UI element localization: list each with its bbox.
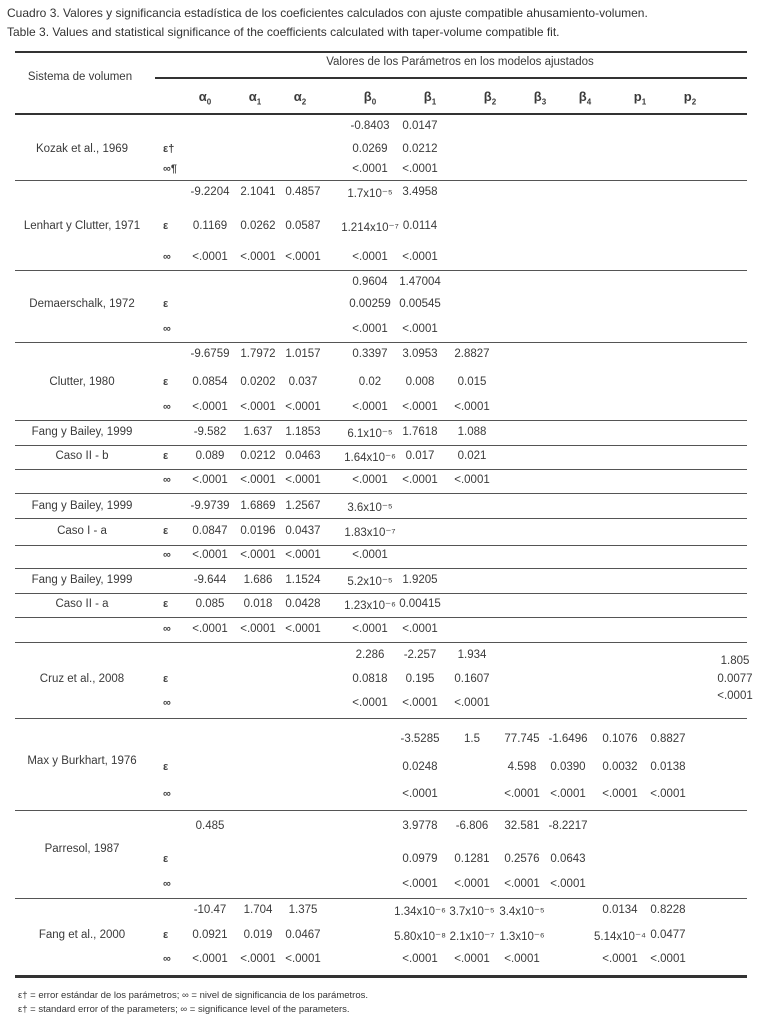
row-separator (15, 898, 747, 899)
significance-symbol: ∞ (163, 251, 171, 263)
column-subscript: 4 (586, 97, 592, 107)
table-cell: 0.0212 (240, 450, 276, 462)
table-cell: 1.7972 (240, 348, 276, 360)
volume-system-name: Fang y Bailey, 1999 (31, 574, 133, 586)
volume-system-case: Caso I - a (57, 525, 107, 537)
table-cell: 0.0587 (285, 220, 321, 232)
table-cell: -9.582 (193, 426, 227, 438)
table-cell: <.0001 (240, 401, 276, 413)
table-cell: 0.0269 (352, 143, 388, 155)
standard-error-symbol: ε (163, 929, 169, 941)
table-cell: -9.2204 (190, 186, 230, 198)
table-cell: <.0001 (192, 474, 228, 486)
column-subscript: 0 (371, 97, 377, 107)
table-cell: 1.934 (457, 649, 487, 661)
table-cell: 1.1524 (285, 574, 321, 586)
significance-symbol: ∞ (163, 788, 171, 800)
table-cell: 0.0818 (352, 673, 388, 685)
table-cell: 0.0463 (285, 450, 321, 462)
table-cell: <.0001 (454, 878, 490, 890)
table-top-rule (15, 51, 747, 53)
table-cell: 1.637 (243, 426, 273, 438)
significance-symbol: ∞¶ (163, 163, 177, 175)
table-cell: 2.1041 (240, 186, 276, 198)
column-subscript: 2 (491, 97, 497, 107)
table-cell: <.0001 (192, 549, 228, 561)
column-header (424, 89, 436, 107)
significance-symbol: ∞ (163, 549, 171, 561)
table-cell: 0.008 (405, 376, 435, 388)
table-cell: <.0001 (402, 251, 438, 263)
table-cell: 3.7x10⁻⁵ (449, 906, 495, 918)
table-cell: 0.0921 (192, 929, 228, 941)
column-subscript: 1 (431, 97, 437, 107)
volume-system-name: Kozak et al., 1969 (35, 143, 129, 155)
column-symbol: p (683, 89, 692, 104)
table-cell: <.0001 (550, 878, 586, 890)
table-cell: 1.83x10⁻⁷ (344, 527, 396, 539)
table-cell: <.0001 (402, 163, 438, 175)
table-cell: 4.598 (507, 761, 537, 773)
volume-system-case: Caso II - b (55, 450, 109, 462)
table-cell: 0.0467 (285, 929, 321, 941)
table-cell: -10.47 (193, 904, 227, 916)
group-header-rule (155, 77, 747, 79)
significance-symbol: ∞ (163, 401, 171, 413)
table-cell: <.0001 (402, 697, 438, 709)
table-cell: <.0001 (504, 878, 540, 890)
table-cell: <.0001 (402, 878, 438, 890)
table-cell: <.0001 (285, 474, 321, 486)
standard-error-symbol: ε (163, 673, 169, 685)
table-cell: 0.0477 (650, 929, 686, 941)
significance-symbol: ∞ (163, 623, 171, 635)
table-cell: 1.704 (243, 904, 273, 916)
table-cell: 0.015 (457, 376, 487, 388)
table-cell: 0.485 (195, 820, 225, 832)
table-cell: 1.64x10⁻⁶ (344, 452, 396, 464)
table-cell: 0.1607 (454, 673, 490, 685)
table-cell: 0.02 (358, 376, 382, 388)
table-cell: 0.0138 (650, 761, 686, 773)
volume-system-name: Fang y Bailey, 1999 (31, 500, 133, 512)
column-subscript: 1 (256, 97, 262, 107)
footnote-spanish: ε† = error estándar de los parámetros; ∞ = nivel de significancia de los parámetros. (18, 990, 369, 1001)
caption-english: Table 3. Values and statistical significance of the coefficients calculated with taper-volume compatible fit. (7, 25, 560, 39)
table-cell: <.0001 (240, 251, 276, 263)
table-cell: 0.0428 (285, 598, 321, 610)
table-cell: 0.00415 (399, 598, 441, 610)
row-separator (15, 810, 747, 811)
table-cell: -8.2217 (548, 820, 588, 832)
table-cell: <.0001 (717, 690, 753, 702)
table-cell: 0.0390 (550, 761, 586, 773)
column-subscript: 1 (641, 97, 647, 107)
table-cell: 1.23x10⁻⁶ (344, 600, 396, 612)
column-header (364, 89, 376, 107)
volume-system-name: Fang y Bailey, 1999 (31, 426, 133, 438)
table-cell: <.0001 (454, 474, 490, 486)
table-cell: <.0001 (402, 788, 438, 800)
table-cell: <.0001 (352, 323, 388, 335)
table-cell: 1.214x10⁻⁷ (341, 222, 399, 234)
table-cell: 0.9604 (352, 276, 388, 288)
column-symbol: p (633, 89, 642, 104)
table-cell: <.0001 (504, 953, 540, 965)
column-header (249, 89, 261, 107)
column-symbol: β (578, 89, 587, 104)
row-separator (15, 642, 747, 643)
table-bottom-rule (15, 975, 747, 978)
table-cell: 5.80x10⁻⁸ (394, 931, 446, 943)
table-cell: 1.1853 (285, 426, 321, 438)
row-separator (15, 718, 747, 719)
column-symbol: β (423, 89, 432, 104)
column-subscript: 3 (541, 97, 547, 107)
table-cell: 0.8228 (650, 904, 686, 916)
table-cell: 0.0134 (602, 904, 638, 916)
volume-system-name: Parresol, 1987 (44, 843, 120, 855)
table-cell: <.0001 (550, 788, 586, 800)
table-cell: -0.8403 (350, 120, 390, 132)
standard-error-symbol: ε (163, 298, 169, 310)
table-cell: <.0001 (192, 953, 228, 965)
row-separator (15, 593, 747, 594)
column-symbol: β (363, 89, 372, 104)
table-cell: 3.4958 (402, 186, 438, 198)
table-cell: -9.6759 (190, 348, 230, 360)
table-cell: 1.088 (457, 426, 487, 438)
table-cell: 0.0643 (550, 853, 586, 865)
volume-system-name: Fang et al., 2000 (38, 929, 126, 941)
table-cell: 0.0847 (192, 525, 228, 537)
significance-symbol: ∞ (163, 323, 171, 335)
table-cell: 1.9205 (402, 574, 438, 586)
table-cell: 1.0157 (285, 348, 321, 360)
table-cell: 1.375 (288, 904, 318, 916)
table-cell: 3.4x10⁻⁵ (499, 906, 545, 918)
table-cell: -2.257 (403, 649, 437, 661)
row-separator (15, 617, 747, 618)
column-symbol: β (533, 89, 542, 104)
table-cell: 0.0196 (240, 525, 276, 537)
row-separator (15, 518, 747, 519)
table-cell: 1.47004 (399, 276, 441, 288)
footnote-english: ε† = standard error of the parameters; ∞ = significance level of the parameters. (18, 1004, 350, 1015)
table-cell: 0.8827 (650, 733, 686, 745)
table-cell: -9.644 (193, 574, 227, 586)
table-cell: 77.745 (504, 733, 540, 745)
column-subscript: 0 (206, 97, 212, 107)
table-cell: <.0001 (454, 401, 490, 413)
table-cell: 0.4857 (285, 186, 321, 198)
table-cell: 0.00545 (399, 298, 441, 310)
table-cell: 0.0854 (192, 376, 228, 388)
table-cell: <.0001 (402, 401, 438, 413)
table-cell: 2.8827 (454, 348, 490, 360)
table-cell: <.0001 (402, 953, 438, 965)
table-cell: <.0001 (454, 953, 490, 965)
table-cell: 0.195 (405, 673, 435, 685)
table-cell: <.0001 (352, 549, 388, 561)
caption-spanish: Cuadro 3. Valores y significancia estadística de los coeficientes calculados con ajuste compatible ahusamiento-volumen. (7, 6, 648, 20)
table-cell: 0.0248 (402, 761, 438, 773)
volume-system-name: Cruz et al., 2008 (39, 673, 125, 685)
table-cell: 6.1x10⁻⁵ (347, 428, 393, 440)
table-cell: <.0001 (352, 163, 388, 175)
row-separator (15, 420, 747, 421)
table-cell: <.0001 (352, 401, 388, 413)
column-header (634, 89, 646, 107)
standard-error-symbol: ε (163, 598, 169, 610)
row-separator (15, 180, 747, 181)
table-cell: 1.3x10⁻⁶ (499, 931, 545, 943)
table-cell: 1.6869 (240, 500, 276, 512)
table-cell: <.0001 (352, 697, 388, 709)
table-cell: 0.0114 (402, 220, 438, 232)
column-symbol: β (483, 89, 492, 104)
table-cell: 0.0147 (402, 120, 438, 132)
volume-system-name: Lenhart y Clutter, 1971 (23, 220, 141, 232)
table-cell: -9.9739 (190, 500, 230, 512)
column-header (684, 89, 696, 107)
table-cell: 5.2x10⁻⁵ (347, 576, 393, 588)
table-cell: 0.0032 (602, 761, 638, 773)
table-cell: <.0001 (650, 788, 686, 800)
column-header (534, 89, 546, 107)
column-subscript: 2 (301, 97, 307, 107)
table-cell: -3.5285 (400, 733, 440, 745)
standard-error-symbol: ε (163, 450, 169, 462)
column-symbol: α (198, 89, 207, 104)
table-cell: <.0001 (285, 549, 321, 561)
table-cell: <.0001 (192, 623, 228, 635)
table-cell: 1.34x10⁻⁶ (394, 906, 446, 918)
significance-symbol: ∞ (163, 953, 171, 965)
table-cell: 0.3397 (352, 348, 388, 360)
table-cell: <.0001 (352, 623, 388, 635)
table-cell: 0.0077 (717, 673, 753, 685)
table-cell: 0.1281 (454, 853, 490, 865)
table-cell: 0.0262 (240, 220, 276, 232)
row-separator (15, 445, 747, 446)
table-cell: -6.806 (455, 820, 489, 832)
table-cell: 1.2567 (285, 500, 321, 512)
significance-symbol: ∞ (163, 878, 171, 890)
table-cell: 1.7618 (402, 426, 438, 438)
column-header (579, 89, 591, 107)
column-header (484, 89, 496, 107)
table-cell: <.0001 (602, 953, 638, 965)
table-cell: 1.805 (720, 655, 750, 667)
header-bottom-rule (15, 113, 747, 115)
table-cell: <.0001 (192, 251, 228, 263)
table-cell: <.0001 (285, 623, 321, 635)
column-symbol: α (293, 89, 302, 104)
table-cell: 0.1076 (602, 733, 638, 745)
table-cell: 0.00259 (349, 298, 391, 310)
standard-error-symbol: ε (163, 376, 169, 388)
table-cell: 0.2576 (504, 853, 540, 865)
column-header (199, 89, 211, 107)
table-cell: 0.0202 (240, 376, 276, 388)
table-cell: <.0001 (285, 953, 321, 965)
volume-system-name: Max y Burkhart, 1976 (27, 755, 137, 767)
parameter-group-header: Valores de los Parámetros en los modelos ajustados (326, 56, 594, 68)
significance-symbol: ∞ (163, 697, 171, 709)
table-cell: 0.018 (243, 598, 273, 610)
column-symbol: α (248, 89, 257, 104)
table-cell: <.0001 (240, 953, 276, 965)
significance-symbol: ∞ (163, 474, 171, 486)
table-cell: 0.0437 (285, 525, 321, 537)
row-separator (15, 568, 747, 569)
table-cell: 0.0979 (402, 853, 438, 865)
table-cell: <.0001 (402, 474, 438, 486)
table-cell: <.0001 (504, 788, 540, 800)
table-cell: 3.0953 (402, 348, 438, 360)
table-cell: 0.021 (457, 450, 487, 462)
table-cell: <.0001 (402, 323, 438, 335)
table-cell: 0.0212 (402, 143, 438, 155)
standard-error-symbol: ε (163, 525, 169, 537)
table-cell: 0.089 (195, 450, 225, 462)
table-cell: 0.1169 (192, 220, 228, 232)
table-cell: <.0001 (240, 549, 276, 561)
table-cell: 2.286 (355, 649, 385, 661)
volume-system-name: Demaerschalk, 1972 (29, 298, 135, 310)
table-cell: <.0001 (285, 251, 321, 263)
standard-error-symbol: ε (163, 220, 169, 232)
standard-error-symbol: ε (163, 853, 169, 865)
row-separator (15, 545, 747, 546)
table-cell: <.0001 (602, 788, 638, 800)
table-cell: <.0001 (650, 953, 686, 965)
row-separator (15, 493, 747, 494)
table-cell: 32.581 (504, 820, 540, 832)
table-cell: 0.019 (243, 929, 273, 941)
table-cell: 1.686 (243, 574, 273, 586)
column-header (294, 89, 306, 107)
table-cell: 3.9778 (402, 820, 438, 832)
table-cell: <.0001 (352, 251, 388, 263)
table-cell: <.0001 (285, 401, 321, 413)
table-cell: <.0001 (454, 697, 490, 709)
row-separator (15, 342, 747, 343)
table-cell: <.0001 (240, 474, 276, 486)
volume-system-name: Clutter, 1980 (49, 376, 115, 388)
column-subscript: 2 (691, 97, 697, 107)
table-cell: 0.037 (288, 376, 318, 388)
table-cell: 5.14x10⁻⁴ (594, 931, 646, 943)
standard-error-symbol: ε (163, 761, 169, 773)
table-cell: -1.6496 (548, 733, 588, 745)
standard-error-symbol: ε† (163, 143, 175, 155)
table-cell: 1.5 (464, 733, 480, 745)
table-cell: 0.017 (405, 450, 435, 462)
table-cell: 2.1x10⁻⁷ (449, 931, 495, 943)
table-cell: <.0001 (352, 474, 388, 486)
row-separator (15, 270, 747, 271)
table-cell: 3.6x10⁻⁵ (347, 502, 393, 514)
table-cell: <.0001 (240, 623, 276, 635)
volume-system-case: Caso II - a (55, 598, 109, 610)
row-separator (15, 469, 747, 470)
table-cell: 0.085 (195, 598, 225, 610)
table-cell: <.0001 (402, 623, 438, 635)
table-cell: 1.7x10⁻⁵ (347, 188, 393, 200)
system-column-header: Sistema de volumen (27, 71, 133, 83)
table-cell: <.0001 (192, 401, 228, 413)
